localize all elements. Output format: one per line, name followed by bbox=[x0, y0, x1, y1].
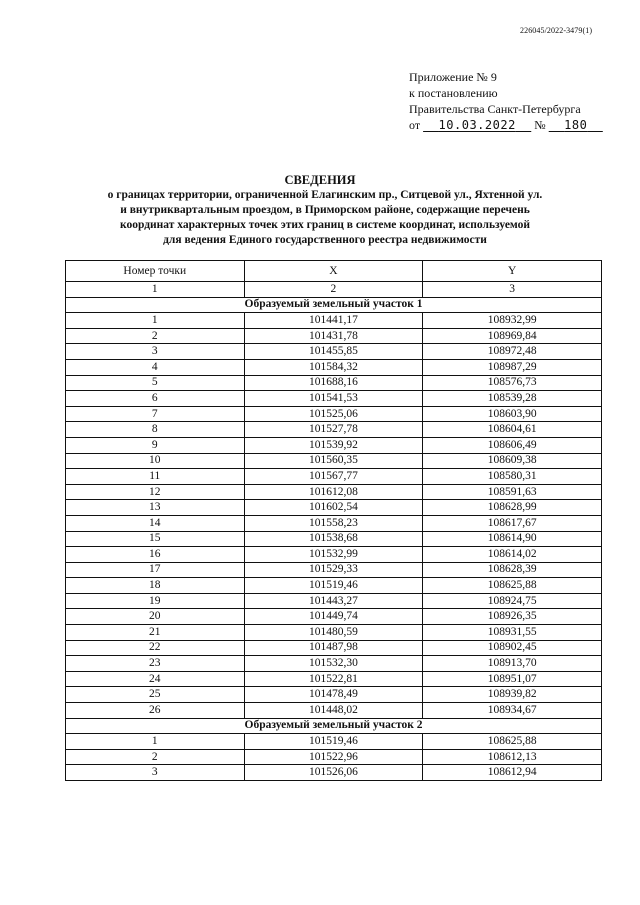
date-prefix: от bbox=[409, 118, 421, 132]
appendix-date-line bbox=[409, 117, 603, 133]
section-header-row bbox=[66, 718, 602, 734]
coordinates-table bbox=[65, 260, 602, 781]
table-row bbox=[66, 640, 602, 656]
appendix-line-1: Приложение № 9 bbox=[409, 70, 497, 84]
column-number-row bbox=[66, 282, 602, 298]
point-number-cell: 18 bbox=[66, 578, 245, 594]
table-row bbox=[66, 406, 602, 422]
x-coordinate-cell: 101526,06 bbox=[244, 765, 423, 781]
x-coordinate-cell: 101529,33 bbox=[244, 562, 423, 578]
point-number-cell: 2 bbox=[66, 328, 245, 344]
x-coordinate-cell: 101519,46 bbox=[244, 734, 423, 750]
x-coordinate-cell: 101584,32 bbox=[244, 359, 423, 375]
subtitle-line: для ведения Единого государственного реестра недвижимости bbox=[163, 234, 487, 246]
y-coordinate-cell: 108606,49 bbox=[423, 437, 602, 453]
x-coordinate-cell: 101539,92 bbox=[244, 437, 423, 453]
y-coordinate-cell: 108604,61 bbox=[423, 422, 602, 438]
x-coordinate-cell: 101602,54 bbox=[244, 500, 423, 516]
x-coordinate-cell: 101538,68 bbox=[244, 531, 423, 547]
header-point-number: Номер точки bbox=[66, 261, 245, 282]
x-coordinate-cell: 101441,17 bbox=[244, 313, 423, 329]
appendix-line-3: Правительства Санкт-Петербурга bbox=[409, 102, 581, 116]
point-number-cell: 24 bbox=[66, 671, 245, 687]
column-number: 3 bbox=[423, 282, 602, 298]
table-row bbox=[66, 484, 602, 500]
point-number-cell: 9 bbox=[66, 437, 245, 453]
point-number-cell: 4 bbox=[66, 359, 245, 375]
point-number-cell: 19 bbox=[66, 593, 245, 609]
x-coordinate-cell: 101487,98 bbox=[244, 640, 423, 656]
point-number-cell: 16 bbox=[66, 547, 245, 563]
x-coordinate-cell: 101478,49 bbox=[244, 687, 423, 703]
point-number-cell: 6 bbox=[66, 391, 245, 407]
x-coordinate-cell: 101455,85 bbox=[244, 344, 423, 360]
y-coordinate-cell: 108972,48 bbox=[423, 344, 602, 360]
section-title: Образуемый земельный участок 1 bbox=[66, 297, 602, 313]
table-row bbox=[66, 437, 602, 453]
table-row bbox=[66, 578, 602, 594]
y-coordinate-cell: 108926,35 bbox=[423, 609, 602, 625]
x-coordinate-cell: 101527,78 bbox=[244, 422, 423, 438]
y-coordinate-cell: 108931,55 bbox=[423, 625, 602, 641]
table-row bbox=[66, 703, 602, 719]
point-number-cell: 3 bbox=[66, 765, 245, 781]
x-coordinate-cell: 101522,96 bbox=[244, 749, 423, 765]
column-number: 2 bbox=[244, 282, 423, 298]
table-row bbox=[66, 671, 602, 687]
point-number-cell: 14 bbox=[66, 515, 245, 531]
table-row bbox=[66, 453, 602, 469]
y-coordinate-cell: 108934,67 bbox=[423, 703, 602, 719]
table-row bbox=[66, 625, 602, 641]
document-subtitle bbox=[60, 188, 590, 248]
x-coordinate-cell: 101688,16 bbox=[244, 375, 423, 391]
y-coordinate-cell: 108539,28 bbox=[423, 391, 602, 407]
table-row bbox=[66, 656, 602, 672]
point-number-cell: 2 bbox=[66, 749, 245, 765]
y-coordinate-cell: 108580,31 bbox=[423, 469, 602, 485]
appendix-line-2: к постановлению bbox=[409, 86, 498, 100]
point-number-cell: 22 bbox=[66, 640, 245, 656]
y-coordinate-cell: 108625,88 bbox=[423, 578, 602, 594]
x-coordinate-cell: 101567,77 bbox=[244, 469, 423, 485]
table-row bbox=[66, 765, 602, 781]
y-coordinate-cell: 108609,38 bbox=[423, 453, 602, 469]
x-coordinate-cell: 101443,27 bbox=[244, 593, 423, 609]
point-number-cell: 3 bbox=[66, 344, 245, 360]
point-number-cell: 23 bbox=[66, 656, 245, 672]
y-coordinate-cell: 108612,13 bbox=[423, 749, 602, 765]
table-row bbox=[66, 687, 602, 703]
point-number-cell: 5 bbox=[66, 375, 245, 391]
y-coordinate-cell: 108617,67 bbox=[423, 515, 602, 531]
y-coordinate-cell: 108628,39 bbox=[423, 562, 602, 578]
x-coordinate-cell: 101558,23 bbox=[244, 515, 423, 531]
y-coordinate-cell: 108932,99 bbox=[423, 313, 602, 329]
header-x: X bbox=[244, 261, 423, 282]
point-number-cell: 17 bbox=[66, 562, 245, 578]
y-coordinate-cell: 108951,07 bbox=[423, 671, 602, 687]
x-coordinate-cell: 101612,08 bbox=[244, 484, 423, 500]
subtitle-line: координат характерных точек этих границ в системе координат, используемой bbox=[120, 219, 530, 231]
table-row bbox=[66, 609, 602, 625]
table-row bbox=[66, 531, 602, 547]
point-number-cell: 20 bbox=[66, 609, 245, 625]
document-number: 226045/2022-3479(1) bbox=[520, 26, 593, 35]
table-row bbox=[66, 593, 602, 609]
x-coordinate-cell: 101480,59 bbox=[244, 625, 423, 641]
x-coordinate-cell: 101449,74 bbox=[244, 609, 423, 625]
point-number-cell: 25 bbox=[66, 687, 245, 703]
x-coordinate-cell: 101431,78 bbox=[244, 328, 423, 344]
subtitle-line: и внутриквартальным проездом, в Приморском районе, содержащие перечень bbox=[120, 204, 530, 216]
table-row bbox=[66, 734, 602, 750]
point-number-cell: 26 bbox=[66, 703, 245, 719]
y-coordinate-cell: 108603,90 bbox=[423, 406, 602, 422]
point-number-cell: 10 bbox=[66, 453, 245, 469]
x-coordinate-cell: 101448,02 bbox=[244, 703, 423, 719]
y-coordinate-cell: 108612,94 bbox=[423, 765, 602, 781]
document-title: СВЕДЕНИЯ bbox=[284, 173, 356, 187]
table-row bbox=[66, 547, 602, 563]
x-coordinate-cell: 101560,35 bbox=[244, 453, 423, 469]
section-title: Образуемый земельный участок 2 bbox=[66, 718, 602, 734]
y-coordinate-cell: 108576,73 bbox=[423, 375, 602, 391]
y-coordinate-cell: 108614,02 bbox=[423, 547, 602, 563]
y-coordinate-cell: 108591,63 bbox=[423, 484, 602, 500]
table-row bbox=[66, 515, 602, 531]
column-number: 1 bbox=[66, 282, 245, 298]
point-number-cell: 15 bbox=[66, 531, 245, 547]
point-number-cell: 1 bbox=[66, 734, 245, 750]
x-coordinate-cell: 101532,99 bbox=[244, 547, 423, 563]
point-number-cell: 8 bbox=[66, 422, 245, 438]
y-coordinate-cell: 108902,45 bbox=[423, 640, 602, 656]
table-row bbox=[66, 500, 602, 516]
point-number-cell: 21 bbox=[66, 625, 245, 641]
table-row bbox=[66, 391, 602, 407]
number-prefix: № bbox=[534, 118, 546, 132]
x-coordinate-cell: 101541,53 bbox=[244, 391, 423, 407]
table-row bbox=[66, 328, 602, 344]
y-coordinate-cell: 108628,99 bbox=[423, 500, 602, 516]
point-number-cell: 11 bbox=[66, 469, 245, 485]
x-coordinate-cell: 101519,46 bbox=[244, 578, 423, 594]
header-y: Y bbox=[423, 261, 602, 282]
y-coordinate-cell: 108924,75 bbox=[423, 593, 602, 609]
table-row bbox=[66, 313, 602, 329]
number-value: 180 bbox=[564, 118, 588, 132]
y-coordinate-cell: 108625,88 bbox=[423, 734, 602, 750]
y-coordinate-cell: 108969,84 bbox=[423, 328, 602, 344]
date-value: 10.03.2022 bbox=[438, 118, 516, 132]
x-coordinate-cell: 101522,81 bbox=[244, 671, 423, 687]
appendix-block bbox=[409, 69, 603, 133]
point-number-cell: 13 bbox=[66, 500, 245, 516]
point-number-cell: 1 bbox=[66, 313, 245, 329]
table-row bbox=[66, 469, 602, 485]
table-row bbox=[66, 375, 602, 391]
x-coordinate-cell: 101525,06 bbox=[244, 406, 423, 422]
point-number-cell: 7 bbox=[66, 406, 245, 422]
subtitle-line: о границах территории, ограниченной Елагинским пр., Ситцевой ул., Яхтенной ул. bbox=[107, 189, 543, 201]
y-coordinate-cell: 108614,90 bbox=[423, 531, 602, 547]
y-coordinate-cell: 108939,82 bbox=[423, 687, 602, 703]
table-row bbox=[66, 359, 602, 375]
table-row bbox=[66, 344, 602, 360]
point-number-cell: 12 bbox=[66, 484, 245, 500]
table-row bbox=[66, 562, 602, 578]
y-coordinate-cell: 108913,70 bbox=[423, 656, 602, 672]
y-coordinate-cell: 108987,29 bbox=[423, 359, 602, 375]
table-row bbox=[66, 749, 602, 765]
x-coordinate-cell: 101532,30 bbox=[244, 656, 423, 672]
section-header-row bbox=[66, 297, 602, 313]
table-header-row bbox=[66, 261, 602, 282]
table-row bbox=[66, 422, 602, 438]
